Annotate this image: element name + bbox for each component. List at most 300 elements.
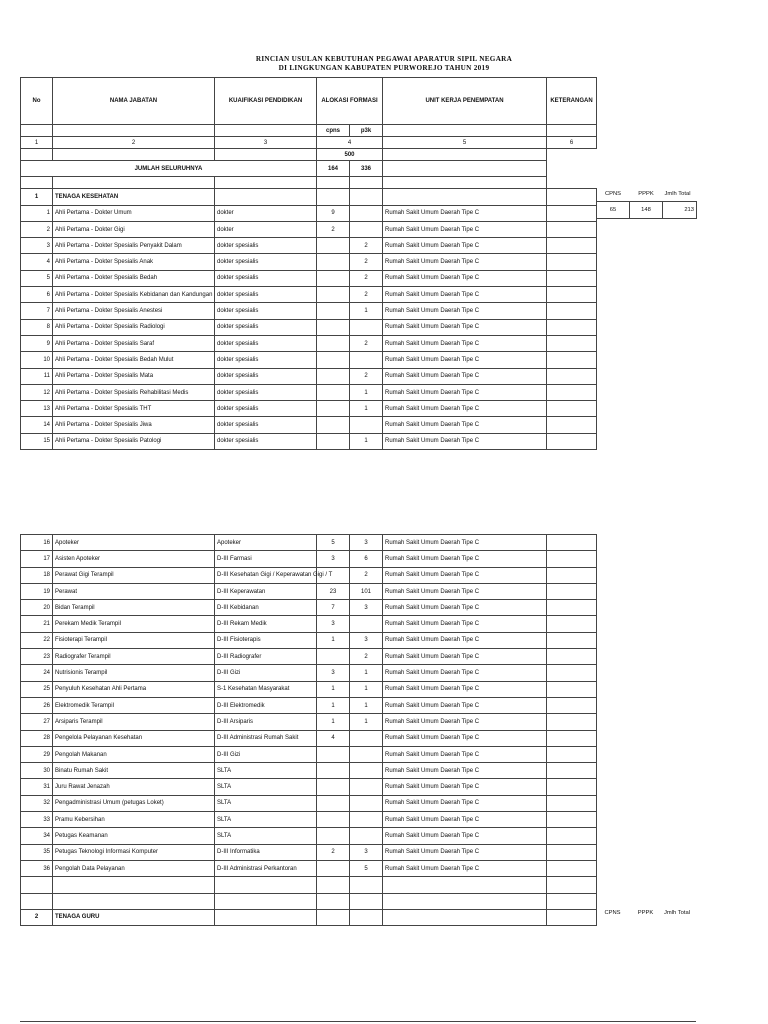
row-cpns: 2 <box>317 844 350 860</box>
row-keterangan <box>547 319 597 335</box>
row-unit-kerja: Rumah Sakit Umum Daerah Tipe C <box>383 714 547 730</box>
row-p3k: 6 <box>350 551 383 567</box>
row-kualifikasi: dokter spesialis <box>215 303 317 319</box>
blank-row <box>21 877 597 893</box>
row-number: 36 <box>21 860 53 876</box>
row-cpns <box>317 335 350 351</box>
row-unit-kerja: Rumah Sakit Umum Daerah Tipe C <box>383 583 547 599</box>
row-p3k <box>350 812 383 828</box>
row-nama-jabatan: Perawat <box>53 583 215 599</box>
row-nama-jabatan: Petugas Teknologi Informasi Komputer <box>53 844 215 860</box>
jumlah-label: JUMLAH SELURUHNYA <box>21 161 317 177</box>
row-cpns <box>317 368 350 384</box>
row-kualifikasi: SLTA <box>215 795 317 811</box>
row-nama-jabatan: Perawat Gigi Terampil <box>53 567 215 583</box>
row-unit-kerja: Rumah Sakit Umum Daerah Tipe C <box>383 649 547 665</box>
row-kualifikasi: D-III Informatika <box>215 844 317 860</box>
row-keterangan <box>547 205 597 221</box>
row-cpns <box>317 433 350 449</box>
table-row <box>21 844 597 860</box>
row-p3k: 3 <box>350 535 383 551</box>
table-row <box>21 583 597 599</box>
summary-total-value: 213 <box>663 202 697 218</box>
row-p3k: 1 <box>350 681 383 697</box>
row-unit-kerja: Rumah Sakit Umum Daerah Tipe C <box>383 681 547 697</box>
row-nama-jabatan: Ahli Pertama - Dokter Spesialis Rehabilitasi Medis <box>53 384 215 400</box>
row-keterangan <box>547 730 597 746</box>
table-row <box>21 270 597 286</box>
row-number: 31 <box>21 779 53 795</box>
row-kualifikasi: dokter <box>215 221 317 237</box>
blank-row <box>21 177 597 189</box>
row-p3k: 2 <box>350 567 383 583</box>
row-cpns <box>317 763 350 779</box>
row-keterangan <box>547 828 597 844</box>
row-p3k: 1 <box>350 714 383 730</box>
col-num: 4 <box>317 137 383 149</box>
row-cpns <box>317 649 350 665</box>
row-number: 21 <box>21 616 53 632</box>
row-p3k: 1 <box>350 303 383 319</box>
table-row <box>21 384 597 400</box>
table-row <box>21 812 597 828</box>
row-p3k: 1 <box>350 401 383 417</box>
jumlah-cpns: 164 <box>317 161 350 177</box>
document-subtitle: DI LINGKUNGAN KABUPATEN PURWOREJO TAHUN 2019 <box>278 64 490 72</box>
row-keterangan <box>547 616 597 632</box>
row-unit-kerja: Rumah Sakit Umum Daerah Tipe C <box>383 828 547 844</box>
row-number: 28 <box>21 730 53 746</box>
row-nama-jabatan: Nutrisionis Terampil <box>53 665 215 681</box>
table-row <box>21 287 597 303</box>
row-nama-jabatan: Pengolah Makanan <box>53 746 215 762</box>
row-cpns: 9 <box>317 205 350 221</box>
row-keterangan <box>547 779 597 795</box>
row-keterangan <box>547 417 597 433</box>
row-p3k <box>350 352 383 368</box>
row-unit-kerja: Rumah Sakit Umum Daerah Tipe C <box>383 860 547 876</box>
row-number: 5 <box>21 270 53 286</box>
row-kualifikasi: dokter spesialis <box>215 335 317 351</box>
row-cpns <box>317 401 350 417</box>
subheader-row <box>21 125 597 137</box>
row-number: 26 <box>21 697 53 713</box>
row-kualifikasi: SLTA <box>215 828 317 844</box>
row-keterangan <box>547 665 597 681</box>
row-kualifikasi: dokter spesialis <box>215 433 317 449</box>
row-keterangan <box>547 368 597 384</box>
row-number: 8 <box>21 319 53 335</box>
row-cpns: 4 <box>317 730 350 746</box>
row-nama-jabatan: Ahli Pertama - Dokter Spesialis Kebidanan dan Kandungan <box>53 287 215 303</box>
table-row <box>21 221 597 237</box>
row-cpns: 7 <box>317 600 350 616</box>
row-kualifikasi: D-III Farmasi <box>215 551 317 567</box>
row-nama-jabatan: Arsiparis Terampil <box>53 714 215 730</box>
row-kualifikasi: D-III Gizi <box>215 746 317 762</box>
row-kualifikasi: D-III Radiografer <box>215 649 317 665</box>
row-number: 18 <box>21 567 53 583</box>
row-p3k <box>350 763 383 779</box>
row-nama-jabatan: Asisten Apoteker <box>53 551 215 567</box>
table-row <box>21 828 597 844</box>
row-unit-kerja: Rumah Sakit Umum Daerah Tipe C <box>383 433 547 449</box>
col-num: 3 <box>215 137 317 149</box>
row-number: 13 <box>21 401 53 417</box>
row-number: 24 <box>21 665 53 681</box>
row-nama-jabatan: Binatu Rumah Sakit <box>53 763 215 779</box>
table-row <box>21 600 597 616</box>
col-num: 5 <box>383 137 547 149</box>
row-kualifikasi: S-1 Kesehatan Masyarakat <box>215 681 317 697</box>
row-number: 7 <box>21 303 53 319</box>
row-keterangan <box>547 551 597 567</box>
table-row <box>21 417 597 433</box>
row-number: 1 <box>21 205 53 221</box>
row-cpns <box>317 795 350 811</box>
table-row <box>21 319 597 335</box>
row-keterangan <box>547 812 597 828</box>
subheader-cpns: cpns <box>317 125 350 137</box>
summary-pppk-label: PPPK <box>638 190 654 197</box>
section-row <box>21 189 597 205</box>
row-unit-kerja: Rumah Sakit Umum Daerah Tipe C <box>383 205 547 221</box>
table-row <box>21 551 597 567</box>
row-keterangan <box>547 583 597 599</box>
row-cpns: 1 <box>317 681 350 697</box>
row-keterangan <box>547 681 597 697</box>
table-row <box>21 632 597 648</box>
row-number: 9 <box>21 335 53 351</box>
row-cpns: 2 <box>317 221 350 237</box>
row-kualifikasi: D-III Elektromedik <box>215 697 317 713</box>
row-kualifikasi: dokter spesialis <box>215 254 317 270</box>
row-cpns <box>317 287 350 303</box>
row-kualifikasi: D-III Administrasi Perkantoran <box>215 860 317 876</box>
row-kualifikasi: dokter <box>215 205 317 221</box>
row-number: 16 <box>21 535 53 551</box>
col-num: 2 <box>53 137 215 149</box>
row-nama-jabatan: Ahli Pertama - Dokter Spesialis Bedah Mulut <box>53 352 215 368</box>
row-unit-kerja: Rumah Sakit Umum Daerah Tipe C <box>383 384 547 400</box>
header-keterangan: KETERANGAN <box>547 78 597 125</box>
row-kualifikasi: dokter spesialis <box>215 384 317 400</box>
row-nama-jabatan: Ahli Pertama - Dokter Spesialis Saraf <box>53 335 215 351</box>
row-p3k <box>350 205 383 221</box>
row-keterangan <box>547 238 597 254</box>
row-number: 17 <box>21 551 53 567</box>
row-number: 32 <box>21 795 53 811</box>
row-keterangan <box>547 254 597 270</box>
row-number: 14 <box>21 417 53 433</box>
row-number: 22 <box>21 632 53 648</box>
row-keterangan <box>547 567 597 583</box>
row-keterangan <box>547 697 597 713</box>
row-p3k <box>350 746 383 762</box>
summary-total-label: Jmlh Total <box>664 190 691 197</box>
row-unit-kerja: Rumah Sakit Umum Daerah Tipe C <box>383 616 547 632</box>
row-kualifikasi: D-III Keperawatan <box>215 583 317 599</box>
table-row <box>21 649 597 665</box>
alokasi-total: 500 <box>317 149 383 161</box>
alokasi-total-row <box>21 149 597 161</box>
row-keterangan <box>547 763 597 779</box>
row-kualifikasi: dokter spesialis <box>215 319 317 335</box>
formation-table-page2 <box>20 534 597 926</box>
row-unit-kerja: Rumah Sakit Umum Daerah Tipe C <box>383 795 547 811</box>
row-number: 20 <box>21 600 53 616</box>
row-kualifikasi: dokter spesialis <box>215 417 317 433</box>
row-cpns <box>317 270 350 286</box>
row-p3k <box>350 417 383 433</box>
col-num: 1 <box>21 137 53 149</box>
row-unit-kerja: Rumah Sakit Umum Daerah Tipe C <box>383 746 547 762</box>
row-nama-jabatan: Fisioterapi Terampil <box>53 632 215 648</box>
row-number: 34 <box>21 828 53 844</box>
summary-pppk-value: 148 <box>630 202 663 218</box>
row-nama-jabatan: Pengolah Data Pelayanan <box>53 860 215 876</box>
row-unit-kerja: Rumah Sakit Umum Daerah Tipe C <box>383 417 547 433</box>
row-keterangan <box>547 860 597 876</box>
row-kualifikasi: Apoteker <box>215 535 317 551</box>
subheader-p3k: p3k <box>350 125 383 137</box>
row-nama-jabatan: Ahli Pertama - Dokter Spesialis Radiologi <box>53 319 215 335</box>
table-row <box>21 401 597 417</box>
row-nama-jabatan: Ahli Pertama - Dokter Spesialis Jiwa <box>53 417 215 433</box>
row-p3k: 2 <box>350 238 383 254</box>
row-unit-kerja: Rumah Sakit Umum Daerah Tipe C <box>383 221 547 237</box>
row-cpns: 23 <box>317 583 350 599</box>
row-keterangan <box>547 535 597 551</box>
row-cpns <box>317 352 350 368</box>
blank-row <box>21 893 597 909</box>
row-kualifikasi: dokter spesialis <box>215 352 317 368</box>
row-kualifikasi: dokter spesialis <box>215 368 317 384</box>
row-nama-jabatan: Ahli Pertama - Dokter Spesialis Mata <box>53 368 215 384</box>
row-kualifikasi: dokter spesialis <box>215 401 317 417</box>
row-keterangan <box>547 433 597 449</box>
row-keterangan <box>547 714 597 730</box>
row-keterangan <box>547 401 597 417</box>
row-keterangan <box>547 746 597 762</box>
row-cpns <box>317 303 350 319</box>
row-cpns: 1 <box>317 632 350 648</box>
row-kualifikasi: D-III Administrasi Rumah Sakit <box>215 730 317 746</box>
row-kualifikasi: D-III Fisioterapis <box>215 632 317 648</box>
row-p3k: 3 <box>350 844 383 860</box>
row-number: 4 <box>21 254 53 270</box>
column-number-row <box>21 137 597 149</box>
row-number: 15 <box>21 433 53 449</box>
row-cpns: 3 <box>317 551 350 567</box>
row-nama-jabatan: Ahli Pertama - Dokter Spesialis THT <box>53 401 215 417</box>
row-p3k <box>350 730 383 746</box>
row-p3k <box>350 828 383 844</box>
row-keterangan <box>547 352 597 368</box>
row-number: 6 <box>21 287 53 303</box>
row-keterangan <box>547 844 597 860</box>
row-unit-kerja: Rumah Sakit Umum Daerah Tipe C <box>383 763 547 779</box>
row-p3k: 5 <box>350 860 383 876</box>
table-row <box>21 697 597 713</box>
summary-cpns-label: CPNS <box>604 190 622 197</box>
table-row <box>21 352 597 368</box>
row-cpns <box>317 417 350 433</box>
row-number: 11 <box>21 368 53 384</box>
row-kualifikasi: SLTA <box>215 812 317 828</box>
row-p3k: 2 <box>350 270 383 286</box>
row-nama-jabatan: Ahli Pertama - Dokter Umum <box>53 205 215 221</box>
row-cpns: 3 <box>317 665 350 681</box>
row-nama-jabatan: Perekam Medik Terampil <box>53 616 215 632</box>
row-number: 30 <box>21 763 53 779</box>
row-unit-kerja: Rumah Sakit Umum Daerah Tipe C <box>383 352 547 368</box>
table-row <box>21 368 597 384</box>
row-keterangan <box>547 270 597 286</box>
summary-cpns-label: CPNS <box>604 909 621 916</box>
row-kualifikasi: dokter spesialis <box>215 270 317 286</box>
row-kualifikasi: D-III Kesehatan Gigi / Keperawatan Gigi / T <box>215 567 317 583</box>
row-keterangan <box>547 649 597 665</box>
row-nama-jabatan: Pramu Kebersihan <box>53 812 215 828</box>
summary-total-label: Jmlh Total <box>664 909 690 916</box>
formation-table-page1 <box>20 77 597 450</box>
row-unit-kerja: Rumah Sakit Umum Daerah Tipe C <box>383 270 547 286</box>
row-unit-kerja: Rumah Sakit Umum Daerah Tipe C <box>383 551 547 567</box>
row-kualifikasi: dokter spesialis <box>215 238 317 254</box>
row-number: 3 <box>21 238 53 254</box>
row-keterangan <box>547 335 597 351</box>
header-nama-jabatan: NAMA JABATAN <box>53 78 215 125</box>
row-nama-jabatan: Ahli Pertama - Dokter Spesialis Patologi <box>53 433 215 449</box>
row-cpns: 1 <box>317 714 350 730</box>
section-number: 1 <box>21 189 53 205</box>
table-row <box>21 335 597 351</box>
section-name: TENAGA KESEHATAN <box>53 189 215 205</box>
row-kualifikasi: SLTA <box>215 763 317 779</box>
row-unit-kerja: Rumah Sakit Umum Daerah Tipe C <box>383 319 547 335</box>
row-kualifikasi: D-III Arsiparis <box>215 714 317 730</box>
row-unit-kerja: Rumah Sakit Umum Daerah Tipe C <box>383 844 547 860</box>
table-row <box>21 238 597 254</box>
row-unit-kerja: Rumah Sakit Umum Daerah Tipe C <box>383 238 547 254</box>
row-cpns: 1 <box>317 697 350 713</box>
header-unit-kerja: UNIT KERJA PENEMPATAN <box>383 78 547 125</box>
row-number: 19 <box>21 583 53 599</box>
col-num: 6 <box>547 137 597 149</box>
jumlah-row <box>21 161 597 177</box>
row-unit-kerja: Rumah Sakit Umum Daerah Tipe C <box>383 730 547 746</box>
row-p3k: 1 <box>350 433 383 449</box>
row-nama-jabatan: Pengelola Pelayanan Kesehatan <box>53 730 215 746</box>
row-unit-kerja: Rumah Sakit Umum Daerah Tipe C <box>383 697 547 713</box>
row-cpns: 5 <box>317 535 350 551</box>
header-no: No <box>21 78 53 125</box>
row-cpns <box>317 254 350 270</box>
table-row <box>21 714 597 730</box>
row-kualifikasi: dokter spesialis <box>215 287 317 303</box>
document-title: RINCIAN USULAN KEBUTUHAN PEGAWAI APARATUR SIPIL NEGARA <box>255 55 513 63</box>
row-nama-jabatan: Radiografer Terampil <box>53 649 215 665</box>
row-nama-jabatan: Ahli Pertama - Dokter Gigi <box>53 221 215 237</box>
row-p3k <box>350 319 383 335</box>
row-unit-kerja: Rumah Sakit Umum Daerah Tipe C <box>383 665 547 681</box>
row-cpns <box>317 812 350 828</box>
row-p3k: 1 <box>350 384 383 400</box>
row-p3k <box>350 795 383 811</box>
row-keterangan <box>547 221 597 237</box>
row-p3k: 2 <box>350 649 383 665</box>
row-p3k: 1 <box>350 697 383 713</box>
row-keterangan <box>547 303 597 319</box>
row-number: 35 <box>21 844 53 860</box>
row-unit-kerja: Rumah Sakit Umum Daerah Tipe C <box>383 567 547 583</box>
row-cpns <box>317 746 350 762</box>
row-cpns <box>317 384 350 400</box>
row-unit-kerja: Rumah Sakit Umum Daerah Tipe C <box>383 254 547 270</box>
header-row <box>21 78 597 125</box>
row-kualifikasi: D-III Gizi <box>215 665 317 681</box>
row-number: 27 <box>21 714 53 730</box>
row-unit-kerja: Rumah Sakit Umum Daerah Tipe C <box>383 335 547 351</box>
row-unit-kerja: Rumah Sakit Umum Daerah Tipe C <box>383 401 547 417</box>
table-row <box>21 730 597 746</box>
row-p3k: 1 <box>350 665 383 681</box>
row-keterangan <box>547 600 597 616</box>
row-nama-jabatan: Elektromedik Terampil <box>53 697 215 713</box>
table-row <box>21 665 597 681</box>
row-unit-kerja: Rumah Sakit Umum Daerah Tipe C <box>383 779 547 795</box>
table-row <box>21 779 597 795</box>
summary-pppk-label: PPPK <box>637 909 654 916</box>
row-nama-jabatan: Ahli Pertama - Dokter Spesialis Anestesi <box>53 303 215 319</box>
row-nama-jabatan: Apoteker <box>53 535 215 551</box>
row-cpns <box>317 238 350 254</box>
row-nama-jabatan: Bidan Terampil <box>53 600 215 616</box>
next-page-edge <box>20 1021 696 1022</box>
row-unit-kerja: Rumah Sakit Umum Daerah Tipe C <box>383 287 547 303</box>
table-row <box>21 795 597 811</box>
table-row <box>21 303 597 319</box>
row-p3k <box>350 221 383 237</box>
row-unit-kerja: Rumah Sakit Umum Daerah Tipe C <box>383 535 547 551</box>
row-number: 2 <box>21 221 53 237</box>
row-number: 12 <box>21 384 53 400</box>
row-nama-jabatan: Penyuluh Kesehatan Ahli Pertama <box>53 681 215 697</box>
row-nama-jabatan: Ahli Pertama - Dokter Spesialis Penyakit Dalam <box>53 238 215 254</box>
row-nama-jabatan: Ahli Pertama - Dokter Spesialis Anak <box>53 254 215 270</box>
header-kualifikasi: KUAIFIKASI PENDIDIKAN <box>215 78 317 125</box>
row-keterangan <box>547 384 597 400</box>
table-row <box>21 254 597 270</box>
row-p3k: 101 <box>350 583 383 599</box>
row-p3k <box>350 779 383 795</box>
section-number: 2 <box>21 909 53 925</box>
row-p3k: 2 <box>350 335 383 351</box>
summary-box-guru <box>596 905 696 920</box>
table-row <box>21 681 597 697</box>
rows-page2 <box>21 535 597 877</box>
row-p3k: 2 <box>350 368 383 384</box>
row-p3k <box>350 616 383 632</box>
table-row <box>21 205 597 221</box>
table-row <box>21 616 597 632</box>
row-keterangan <box>547 632 597 648</box>
row-p3k: 3 <box>350 600 383 616</box>
row-p3k: 2 <box>350 287 383 303</box>
row-p3k: 3 <box>350 632 383 648</box>
row-unit-kerja: Rumah Sakit Umum Daerah Tipe C <box>383 632 547 648</box>
